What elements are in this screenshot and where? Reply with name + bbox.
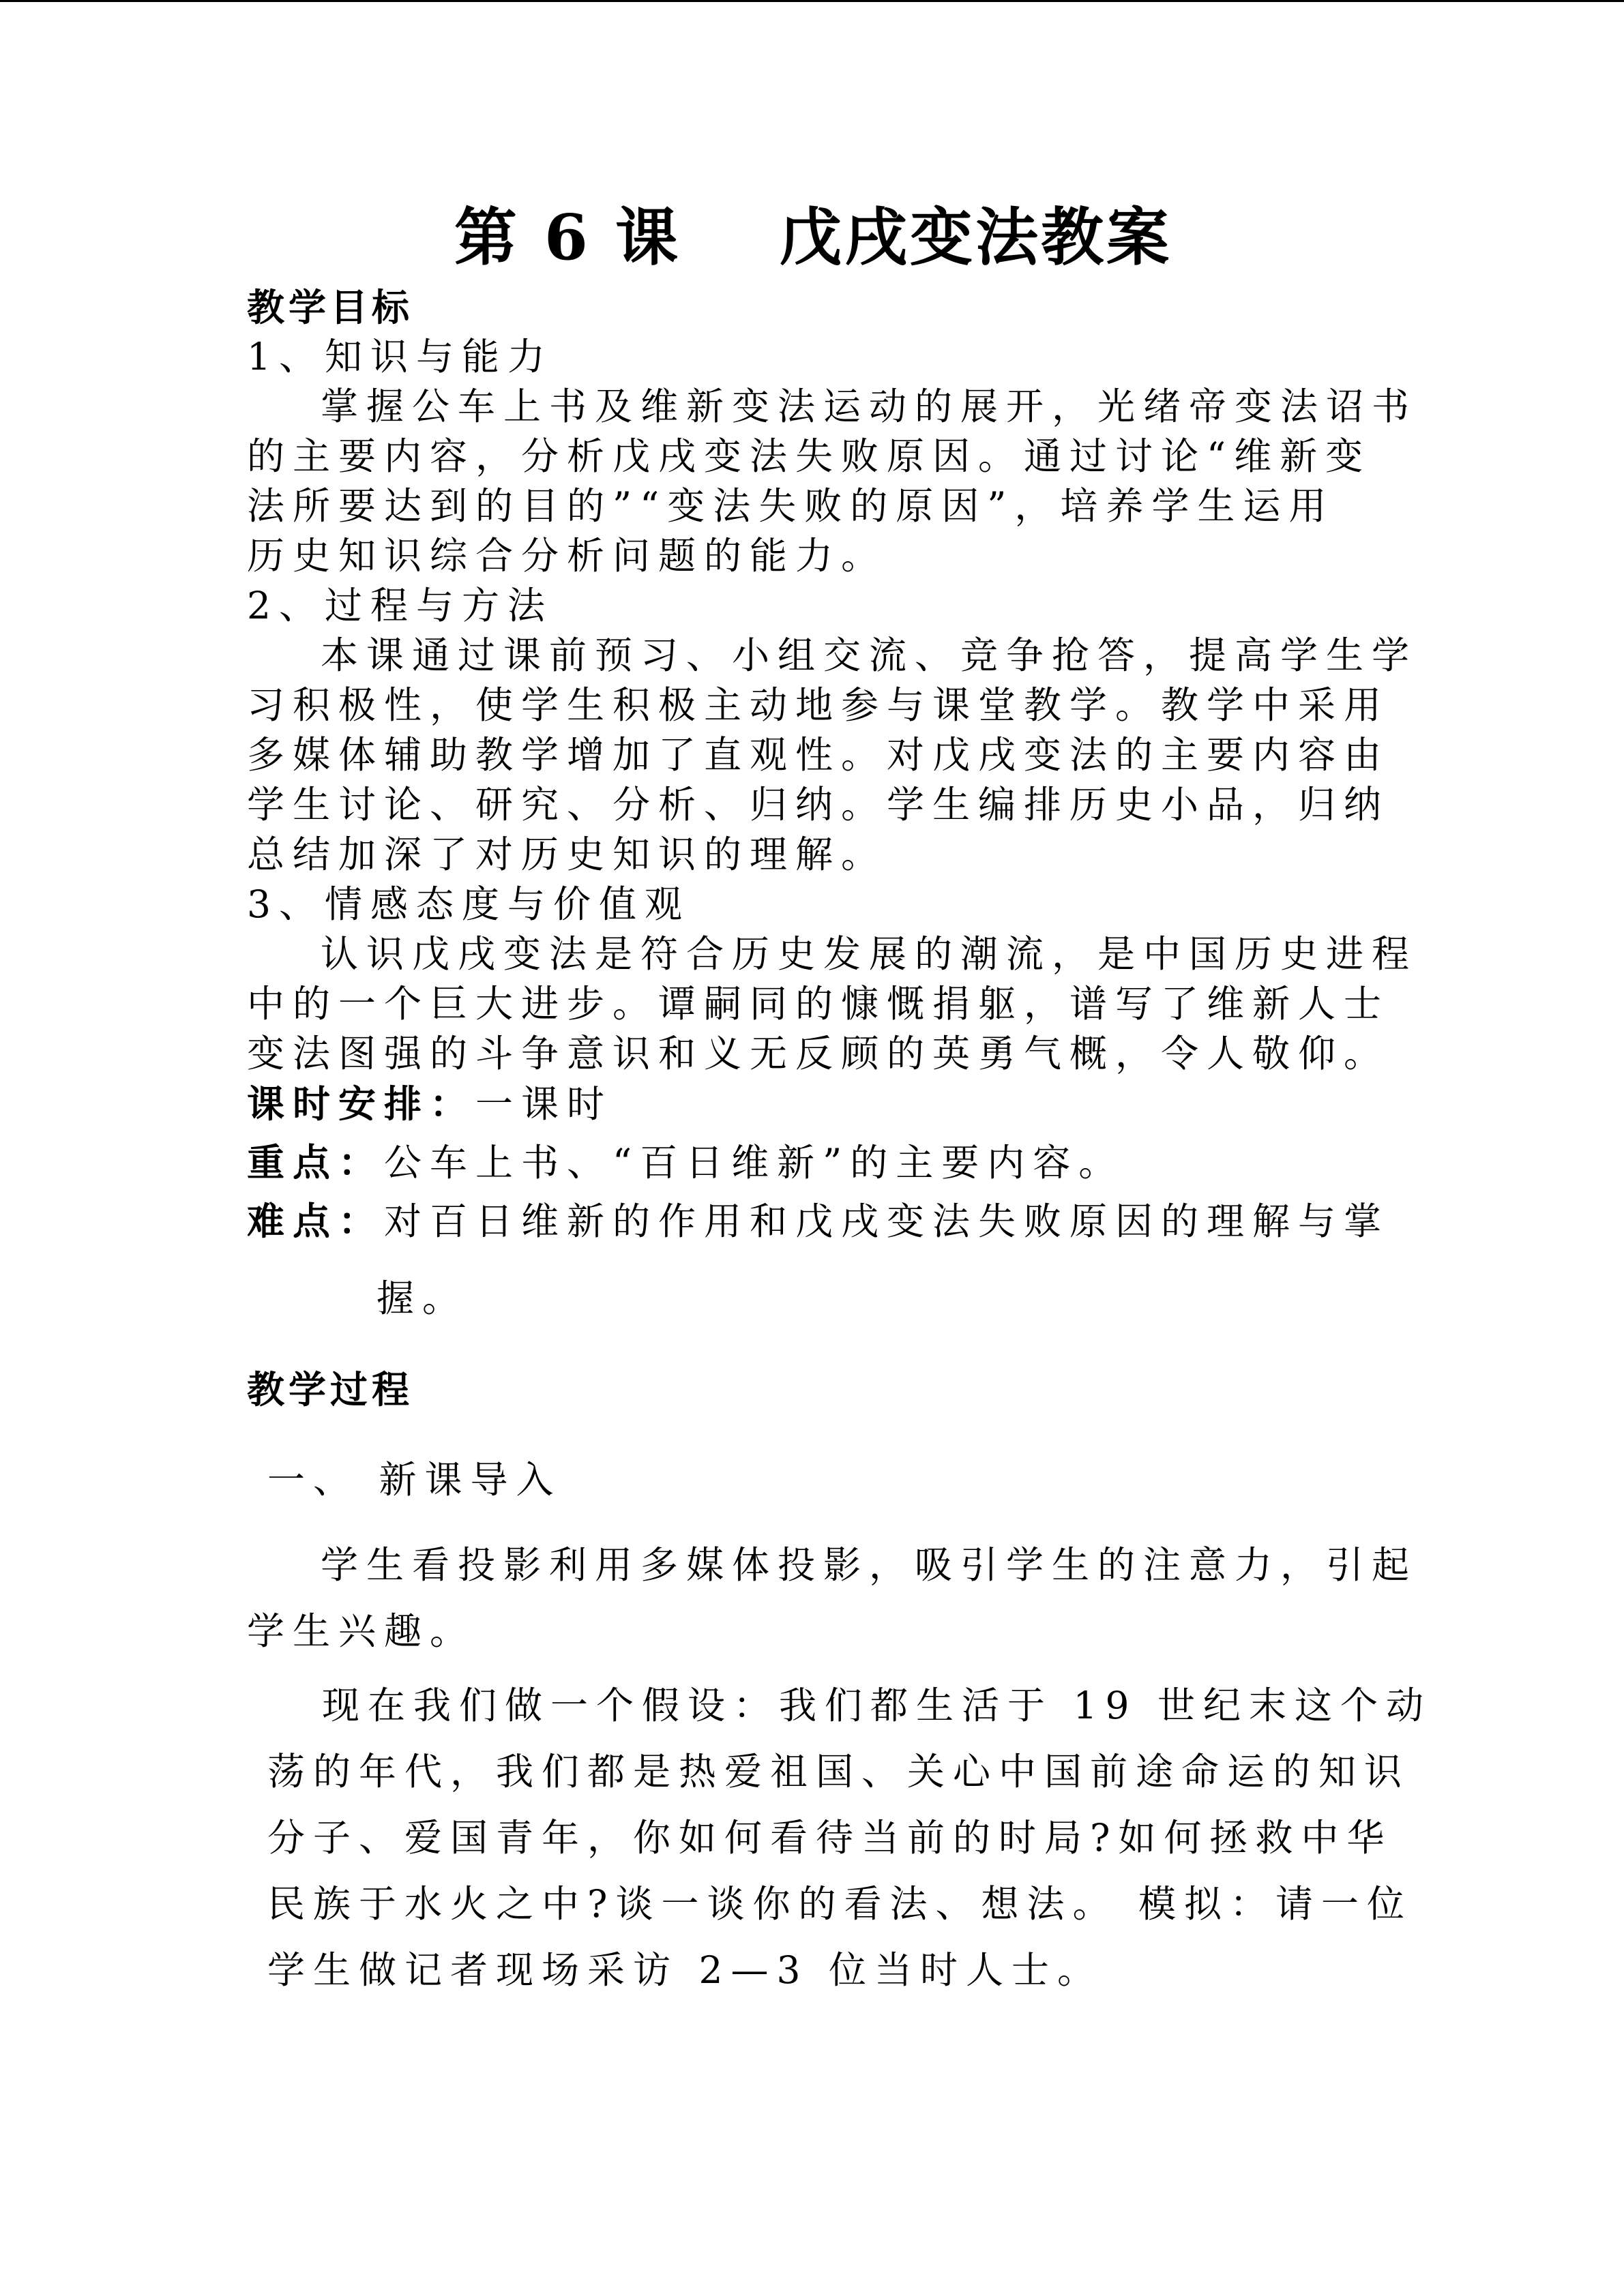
schedule-line <box>247 1079 1379 1129</box>
knowledge-heading: 1、知识与能力 <box>247 335 553 378</box>
knowledge-paragraph <box>247 382 1418 581</box>
key-point-label: 重点： <box>247 1140 385 1184</box>
paragraph-line: 分子、爱国青年，你如何看待当前的时局?如何拯救中华 <box>267 1816 1393 1860</box>
attitude-paragraph <box>247 929 1418 1079</box>
key-point-line <box>247 1137 1379 1188</box>
difficulty-line <box>247 1196 1390 1247</box>
paragraph-line: 学生做记者现场采访 2—3 位当时人士。 <box>267 1948 1103 1992</box>
key-point-value: 公车上书、“百日维新”的主要内容。 <box>384 1141 1125 1184</box>
paragraph-line: 学生看投影利用多媒体投影，吸引学生的注意力，引起 <box>321 1543 1418 1587</box>
paragraph-line: 的主要内容，分析戊戌变法失败原因。通过讨论“维新变 <box>247 434 1372 478</box>
intro-paragraph <box>247 1532 1418 1665</box>
paragraph-line: 法所要达到的目的”“变法失败的原因”，培养学生运用 <box>247 484 1335 528</box>
difficulty-value: 对百日维新的作用和戊戌变法失败原因的理解与掌 <box>384 1199 1390 1243</box>
paragraph-line: 多媒体辅助教学增加了直观性。对戊戌变法的主要内容由 <box>247 733 1390 777</box>
paragraph-line: 民族于水火之中?谈一谈你的看法、想法。 模拟：请一位 <box>267 1882 1413 1926</box>
document-content <box>247 196 1432 2003</box>
paragraph-line: 学生讨论、研究、分析、归纳。学生编排历史小品，归纳 <box>247 783 1390 826</box>
paragraph-line: 认识戊戌变法是符合历史发展的潮流，是中国历史进程 <box>321 932 1418 976</box>
step-one-heading: 一、 新课导入 <box>267 1458 562 1502</box>
paragraph-line: 中的一个巨大进步。谭嗣同的慷慨捐躯，谱写了维新人士 <box>247 982 1390 1026</box>
paragraph-line: 荡的年代，我们都是热爱祖国、关心中国前途命运的知识 <box>267 1750 1411 1793</box>
paragraph-line: 掌握公车上书及维新变法运动的展开，光绪帝变法诏书 <box>321 385 1418 428</box>
paragraph-line: 学生兴趣。 <box>247 1609 476 1653</box>
paragraph-line: 历史知识综合分析问题的能力。 <box>247 534 887 578</box>
paragraph-line: 习积极性，使学生积极主动地参与课堂教学。教学中采用 <box>247 683 1390 727</box>
schedule-value: 一课时 <box>475 1082 613 1126</box>
difficulty-label: 难点： <box>247 1199 385 1243</box>
process-method-heading: 2、过程与方法 <box>247 584 553 627</box>
schedule-label: 课时安排： <box>247 1082 476 1126</box>
objectives-heading: 教学目标 <box>247 285 414 329</box>
teaching-process-heading: 教学过程 <box>247 1367 414 1412</box>
paragraph-line: 总结加深了对历史知识的理解。 <box>247 833 887 876</box>
scenario-paragraph <box>247 1673 1432 2003</box>
process-method-paragraph <box>247 631 1418 880</box>
paragraph-line: 现在我们做一个假设：我们都生活于 19 世纪末这个动 <box>322 1684 1432 1727</box>
page-title: 第 6 课 戊戌变法教案 <box>454 200 1172 274</box>
paragraph-line: 变法图强的斗争意识和义无反顾的英勇气概，令人敬仰。 <box>247 1032 1390 1075</box>
attitude-heading: 3、情感态度与价值观 <box>247 882 690 926</box>
paragraph-line: 本课通过课前预习、小组交流、竞争抢答，提高学生学 <box>321 633 1418 677</box>
difficulty-continuation: 握。 <box>377 1277 469 1320</box>
